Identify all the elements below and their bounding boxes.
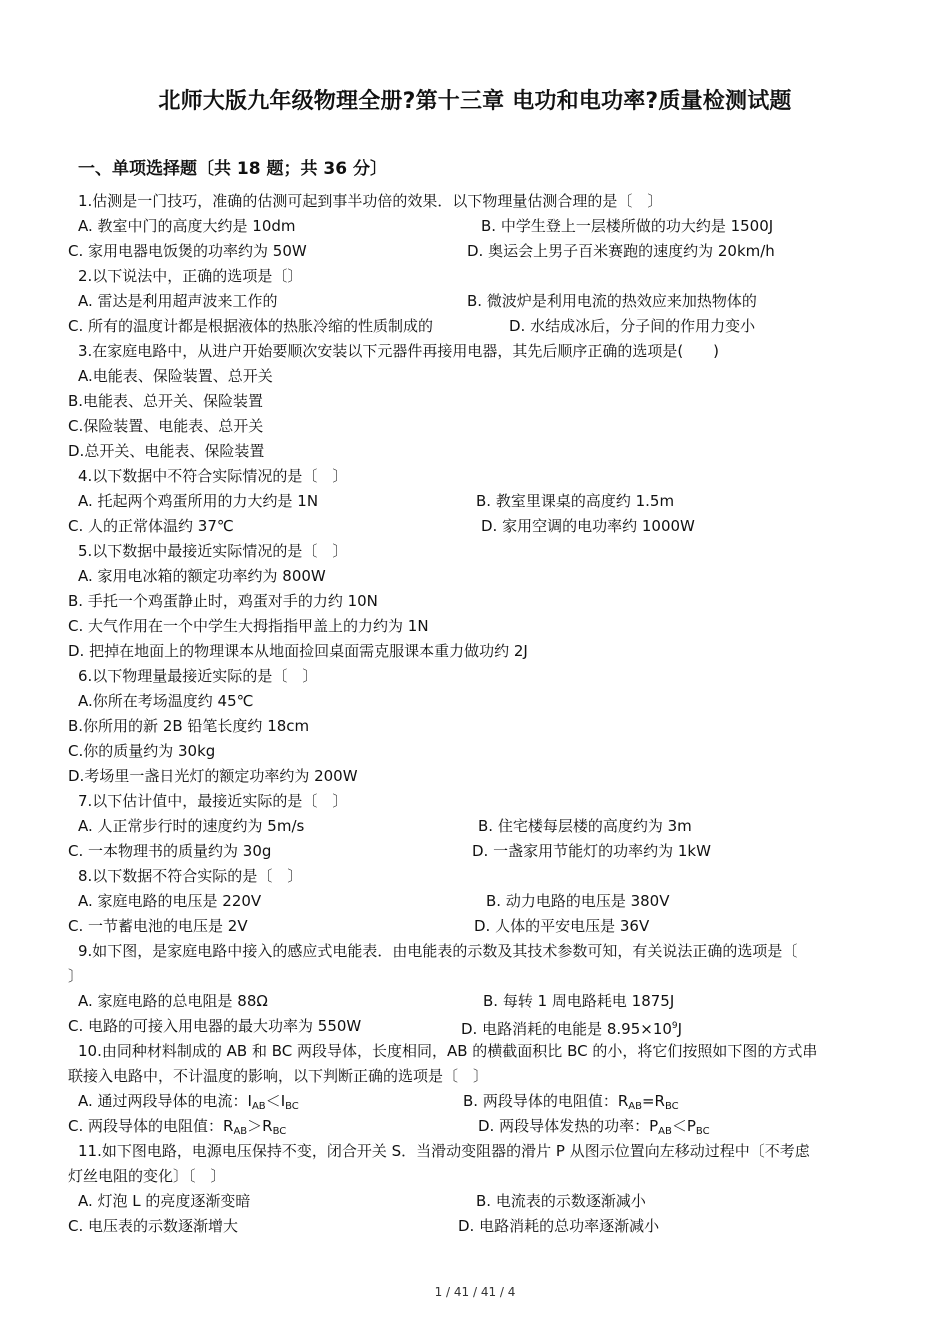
question-4-option-d: D. 家用空调的电功率约 1000W <box>481 517 695 535</box>
option-text: A. 通过两段导体的电流：I <box>78 1092 252 1110</box>
question-10-option-a <box>78 1091 299 1117</box>
option-text: D. 两段导体发热的功率：P <box>478 1117 659 1135</box>
question-1-stem: 1.估测是一门技巧，准确的估测可起到事半功倍的效果．以下物理量估测合理的是〔 〕 <box>78 192 663 210</box>
question-11-option-c: C. 电压表的示数逐渐增大 <box>68 1217 239 1235</box>
question-1-option-c: C. 家用电器电饭煲的功率约为 50W <box>68 242 307 260</box>
question-11-option-d: D. 电路消耗的总功率逐渐减小 <box>458 1217 660 1235</box>
question-8-stem: 8.以下数据不符合实际的是〔 〕 <box>78 867 303 885</box>
question-9-stem-line-1: 9.如下图，是家庭电路中接入的感应式电能表．由电能表的示数及其技术参数可知，有关说法正确的选项是〔 <box>78 942 798 960</box>
symbol: I <box>280 1092 286 1110</box>
question-8-option-d: D. 人体的平安电压是 36V <box>474 917 650 935</box>
subscript: AB <box>233 1126 248 1137</box>
question-11-stem-line-1: 11.如下图电路，电源电压保持不变，闭合开关 S．当滑动变阻器的滑片 P 从图示位置向左移动过程中〔不考虑 <box>78 1142 810 1160</box>
question-5-option-b: B. 手托一个鸡蛋静止时，鸡蛋对手的力约 10N <box>68 592 378 610</box>
question-6-option-a: A.你所在考场温度约 45℃ <box>78 692 254 710</box>
question-6-stem: 6.以下物理量最接近实际的是〔 〕 <box>78 667 318 685</box>
question-9-stem-line-2: 〕 <box>68 967 84 985</box>
question-3-stem: 3.在家庭电路中，从进户开始要顺次安装以下元器件再接用电器，其先后顺序正确的选项是( ) <box>78 342 720 360</box>
subscript: BC <box>285 1101 299 1112</box>
question-9-option-b: B. 每转 1 周电路耗电 1875J <box>483 992 675 1010</box>
exponent: 9 <box>671 1021 678 1031</box>
page-number: 1 / 41 / 41 / 4 <box>434 1285 516 1299</box>
operator: ＞ <box>247 1117 263 1135</box>
question-8-option-a: A. 家庭电路的电压是 220V <box>78 892 262 910</box>
question-10-stem-line-2: 联接入电路中，不计温度的影响，以下判断正确的选项是〔 〕 <box>68 1067 489 1085</box>
question-2-stem: 2.以下说法中，正确的选项是〔〕 <box>78 267 303 285</box>
operator: ＜ <box>671 1117 687 1135</box>
subscript: AB <box>658 1126 672 1137</box>
question-8-option-b: B. 动力电路的电压是 380V <box>486 892 670 910</box>
question-4-option-b: B. 教室里课桌的高度约 1.5m <box>476 492 675 510</box>
question-9-option-a: A. 家庭电路的总电阻是 88Ω <box>78 992 268 1010</box>
question-5-option-d: D. 把掉在地面上的物理课本从地面捡回桌面需克服课本重力做功约 2J <box>68 642 528 660</box>
question-1-option-b: B. 中学生登上一层楼所做的功大约是 1500J <box>481 217 774 235</box>
question-3-option-b: B.电能表、总开关、保险装置 <box>68 392 264 410</box>
question-3-option-a: A.电能表、保险装置、总开关 <box>78 367 273 385</box>
question-5-stem: 5.以下数据中最接近实际情况的是〔 〕 <box>78 542 348 560</box>
question-7-option-d: D. 一盏家用节能灯的功率约为 1kW <box>472 842 711 860</box>
question-3-option-c: C.保险装置、电能表、总开关 <box>68 417 264 435</box>
question-9-option-c: C. 电路的可接入用电器的最大功率为 550W <box>68 1017 362 1035</box>
question-5-option-c: C. 大气作用在一个中学生大拇指指甲盖上的力约为 1N <box>68 617 429 635</box>
question-6-option-d: D.考场里一盏日光灯的额定功率约为 200W <box>68 767 358 785</box>
question-10-option-c <box>68 1116 286 1142</box>
unit: J <box>677 1020 683 1038</box>
question-1-option-d: D. 奥运会上男子百米赛跑的速度约为 20km/h <box>467 242 775 260</box>
symbol: R <box>262 1117 273 1135</box>
question-9-option-d-text: D. 电路消耗的电能是 8.95×10 <box>461 1020 672 1038</box>
subscript: BC <box>695 1126 710 1137</box>
document-title: 北师大版九年级物理全册?第十三章 电功和电功率?质量检测试题 <box>158 89 792 114</box>
question-10-stem-line-1: 10.由同种材料制成的 AB 和 BC 两段导体，长度相同，AB 的横截面积比 BC 的小，将它们按照如下图的方式串 <box>78 1042 818 1060</box>
question-7-option-c: C. 一本物理书的质量约为 30g <box>68 842 272 860</box>
subscript: BC <box>664 1101 679 1112</box>
question-9-option-d <box>461 1016 682 1039</box>
question-11-option-a: A. 灯泡 L 的亮度逐渐变暗 <box>78 1192 251 1210</box>
question-7-option-a: A. 人正常步行时的速度约为 5m/s <box>78 817 305 835</box>
question-7-stem: 7.以下估计值中，最接近实际的是〔 〕 <box>78 792 348 810</box>
subscript: AB <box>628 1101 642 1112</box>
question-4-option-c: C. 人的正常体温约 37℃ <box>68 517 234 535</box>
option-text: B. 两段导体的电阻值：R <box>463 1092 629 1110</box>
question-2-option-c: C. 所有的温度计都是根据液体的热胀冷缩的性质制成的 <box>68 317 434 335</box>
question-1-option-a: A. 教室中门的高度大约是 10dm <box>78 217 296 235</box>
symbol: R <box>654 1092 665 1110</box>
operator: ＜ <box>265 1092 281 1110</box>
question-11-stem-line-2: 灯丝电阻的变化〕〔 〕 <box>68 1167 226 1185</box>
question-4-stem: 4.以下数据中不符合实际情况的是〔 〕 <box>78 467 348 485</box>
question-7-option-b: B. 住宅楼每层楼的高度约为 3m <box>478 817 692 835</box>
question-2-option-d: D. 水结成冰后，分子间的作用力变小 <box>509 317 756 335</box>
question-3-option-d: D.总开关、电能表、保险装置 <box>68 442 265 460</box>
question-10-option-d <box>478 1116 710 1142</box>
question-2-option-a: A. 雷达是利用超声波来工作的 <box>78 292 278 310</box>
question-10-option-b <box>463 1091 679 1117</box>
question-5-option-a: A. 家用电冰箱的额定功率约为 800W <box>78 567 326 585</box>
question-6-option-b: B.你所用的新 2B 铅笔长度约 18cm <box>68 717 310 735</box>
question-8-option-c: C. 一节蓄电池的电压是 2V <box>68 917 248 935</box>
question-4-option-a: A. 托起两个鸡蛋所用的力大约是 1N <box>78 492 319 510</box>
question-6-option-c: C.你的质量约为 30kg <box>68 742 216 760</box>
question-11-option-b: B. 电流表的示数逐渐减小 <box>476 1192 646 1210</box>
symbol: P <box>686 1117 696 1135</box>
question-2-option-b: B. 微波炉是利用电流的热效应来加热物体的 <box>467 292 757 310</box>
subscript: AB <box>251 1101 266 1112</box>
operator: = <box>641 1092 655 1110</box>
subscript: BC <box>272 1126 287 1137</box>
section-heading: 一、单项选择题〔共 18 题；共 36 分〕 <box>78 159 387 179</box>
option-text: C. 两段导体的电阻值：R <box>68 1117 234 1135</box>
